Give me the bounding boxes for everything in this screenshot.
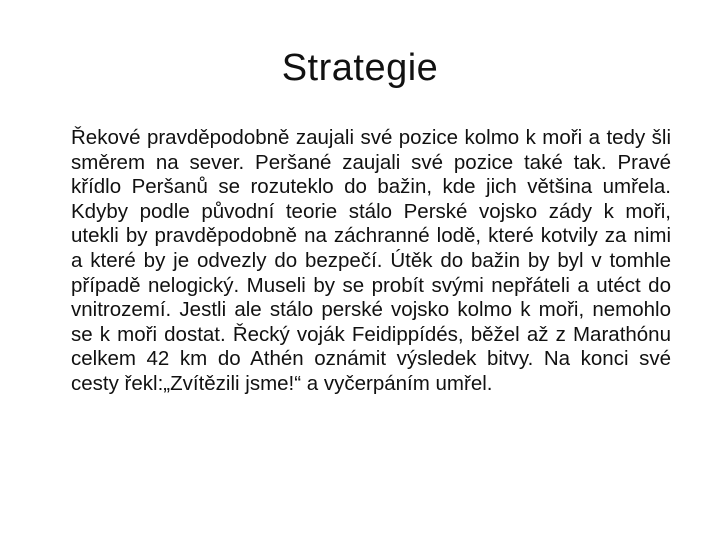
slide-body-text: Řekové pravděpodobně zaujali své pozice kolmo k moři a tedy šli směrem na sever. Peršané zaujali své pozice také tak. Pravé křídlo Peršanů se rozuteklo do bažin, kde jich většina umřela. Kdyby podle původní teorie stálo Perské vojsko zády k moři, utekli by pravděpodobně na záchranné lodě, které kotvily za nimi a které by je odvezly do bezpečí. Útěk do bažin by byl v tomhle případě nelogický. Museli by se probít svými nepřáteli a utéct do vnitrozemí. Jestli ale stálo perské vojsko kolmo k moři, nemohlo se k moři dostat. Řecký voják Feidippídés, běžel až z Marathónu celkem 42 km do Athén oznámit výsledek bitvy. Na konci své cesty řekl:„Zvítězili jsme!“ a vyčerpáním umřel. xyxy=(71,126,671,395)
slide-title: Strategie xyxy=(281,47,439,89)
